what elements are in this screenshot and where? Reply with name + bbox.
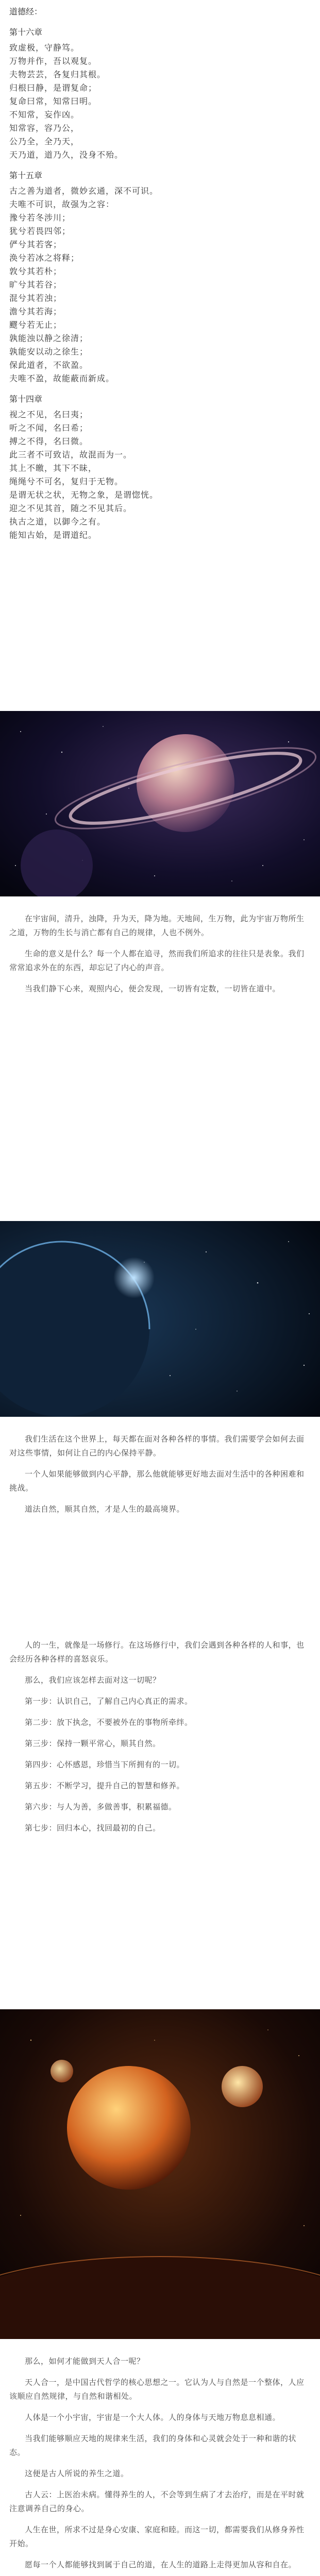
poem-line: 听之不闻，名曰希； <box>9 423 89 433</box>
poem-line: 能知古始，是谓道纪。 <box>9 530 97 540</box>
paragraph: 当我们能够顺应天地的规律来生活，我们的身体和心灵就会处于一种和谐的状态。 <box>9 2434 297 2457</box>
poem-line: 敦兮其若朴； <box>9 266 62 276</box>
poem-line: 知常容，容乃公， <box>9 123 80 133</box>
planet-ring-image <box>0 711 320 896</box>
poem-line: 涣兮若冰之将释； <box>9 253 80 263</box>
poem-line: 孰能安以动之徐生； <box>9 347 89 357</box>
poem-line: 夫物芸芸，各复归其根。 <box>9 70 106 79</box>
poem-line: 豫兮若冬涉川； <box>9 213 71 223</box>
poem-line: 复命曰常，知常曰明。 <box>9 96 97 106</box>
poem-line: 俨兮其若客； <box>9 240 62 249</box>
poem-line: 旷兮其若谷； <box>9 280 62 290</box>
poem-line: 迎之不见其首，随之不见其后。 <box>9 503 132 513</box>
paragraph: 这便是古人所说的养生之道。 <box>25 2469 129 2478</box>
poem-line: 澹兮其若海； <box>9 307 62 316</box>
paragraph: 人体是一个小宇宙，宇宙是一个大人体。人的身体与天地万物息息相通。 <box>25 2413 281 2422</box>
chapter-title: 第十五章 <box>9 171 43 180</box>
planet-stars-illustration <box>0 1221 320 1417</box>
fiery-planets-illustration <box>0 2009 320 2339</box>
paragraph: 道法自然，顺其自然，才是人生的最高境界。 <box>25 1504 185 1514</box>
paragraph: 在宇宙间，清升，浊降，升为天，降为地。天地间，生万物，此为宇宙万物所生之道，万物的生长与消亡都有自己的规律，人也不例外。 <box>9 914 305 937</box>
paragraph: 人生在世，所求不过是身心安康、家庭和睦。而这一切，都需要我们从修身养性开始。 <box>9 2525 305 2548</box>
paragraph: 愿每一个人都能够找到属于自己的道，在人生的道路上走得更加从容和自在。 <box>25 2560 297 2569</box>
paragraph: 第七步：回归本心，找回最初的自己。 <box>25 1823 161 1833</box>
paragraph: 第二步：放下执念，不要被外在的事物所牵绊。 <box>25 1718 193 1727</box>
poem-line: 犹兮若畏四邻； <box>9 226 71 236</box>
poem-line: 飂兮若无止； <box>9 320 62 330</box>
paragraph: 那么，我们应该怎样去面对这一切呢？ <box>25 1675 161 1685</box>
poem-line: 绳绳兮不可名，复归于无物。 <box>9 477 124 486</box>
chapter-14 <box>9 393 311 542</box>
paragraph-group-a <box>9 912 311 1003</box>
paragraph: 生命的意义是什么？每一个人都在追寻，然而我们所追求的往往只是表象。我们常常追求外在的东西，却忘记了内心的声音。 <box>9 949 305 972</box>
paragraph: 第三步：保持一颗平常心，顺其自然。 <box>25 1739 161 1748</box>
planet-ring-illustration <box>0 711 320 896</box>
poem-line: 天乃道，道乃久，没身不殆。 <box>9 150 124 160</box>
poem-line: 万物并作，吾以观复。 <box>9 56 97 66</box>
paragraph-group-d <box>9 2354 311 2576</box>
poem-intro: 道德经： <box>9 7 43 16</box>
poem-line: 古之善为道者，微妙玄通，深不可识。 <box>9 186 159 196</box>
poem-line: 执古之道，以御今之有。 <box>9 517 106 527</box>
poem-line: 视之不见，名曰夷； <box>9 410 89 419</box>
poem-section <box>9 5 311 542</box>
chapter-title: 第十六章 <box>9 27 43 37</box>
poem-line: 搏之不得，名曰微。 <box>9 436 89 446</box>
poem-line: 此三者不可致诘，故混而为一。 <box>9 450 132 460</box>
paragraph: 第一步：认识自己，了解自己内心真正的需求。 <box>25 1697 193 1706</box>
paragraph: 人的一生，就像是一场修行。在这场修行中，我们会遇到各种各样的人和事，也会经历各种各样的喜怒哀乐。 <box>9 1640 305 1664</box>
chapter-16 <box>9 26 311 162</box>
fiery-planets-image <box>0 2009 320 2339</box>
poem-line: 归根曰静，是谓复命； <box>9 83 97 93</box>
poem-line: 夫唯不盈，故能蔽而新成。 <box>9 374 115 383</box>
paragraph: 一个人如果能够做到内心平静，那么他就能够更好地去面对生活中的各种困难和挑战。 <box>9 1469 305 1493</box>
poem-line: 混兮其若浊； <box>9 293 62 303</box>
paragraph: 天人合一，是中国古代哲学的核心思想之一。它认为人与自然是一个整体，人应该顺应自然规律，与自然和谐相处。 <box>9 2378 305 2401</box>
poem-line: 致虚极，守静笃。 <box>9 43 80 53</box>
poem-line: 是谓无状之状，无物之象，是谓惚恍。 <box>9 490 159 500</box>
poem-line: 夫唯不可识，故强为之容： <box>9 199 115 209</box>
poem-line: 保此道者，不欲盈。 <box>9 360 89 370</box>
paragraph: 古人云：上医治未病。懂得养生的人，不会等到生病了才去治疗，而是在平时就注意调养自己的身心。 <box>9 2490 305 2513</box>
poem-line: 孰能浊以静之徐清； <box>9 333 89 343</box>
poem-line: 不知常，妄作凶。 <box>9 110 80 120</box>
paragraph: 第六步：与人为善，多做善事，积累福德。 <box>25 1802 177 1811</box>
planet-stars-image <box>0 1221 320 1417</box>
paragraph: 那么，如何才能做到天人合一呢？ <box>25 2357 145 2366</box>
paragraph: 第五步：不断学习，提升自己的智慧和修养。 <box>25 1781 185 1790</box>
paragraph-group-c <box>9 1638 311 1842</box>
poem-line: 其上不皦，其下不昧， <box>9 463 97 473</box>
chapter-15 <box>9 169 311 385</box>
paragraph-group-b <box>9 1432 311 1523</box>
paragraph: 我们生活在这个世界上，每天都在面对各种各样的事情。我们需要学会如何去面对这些事情，如何让自己的内心保持平静。 <box>9 1434 305 1458</box>
poem-line: 公乃全，全乃天， <box>9 137 80 146</box>
chapter-title: 第十四章 <box>9 394 43 404</box>
paragraph: 当我们静下心来，观照内心，便会发现，一切皆有定数，一切皆在道中。 <box>25 984 281 993</box>
paragraph: 第四步：心怀感恩，珍惜当下所拥有的一切。 <box>25 1760 185 1769</box>
